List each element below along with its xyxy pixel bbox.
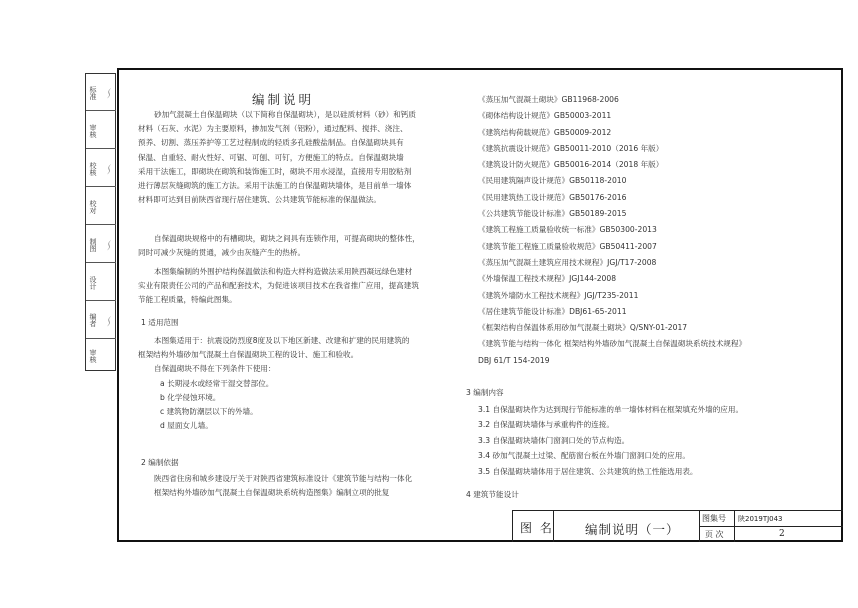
sidebar-cell — [86, 149, 116, 187]
sidebar-cell — [86, 187, 116, 225]
section-2-text — [154, 472, 412, 500]
list-item: 3.1 自保温砌块作为达到现行节能标准的单一墙体材料在框架填充外墙的应用。 — [478, 405, 744, 414]
reference-list — [478, 92, 746, 369]
text-line: 预养、切割、蒸压养护等工艺过程制成的轻质多孔硅酸盐制品。自保温砌块具有 — [138, 138, 404, 148]
page-number-label: 页 次 — [705, 530, 724, 539]
reference-item: 《建筑外墙防水工程技术规程》JGJ/T235-2011 — [478, 290, 639, 300]
text-line: 同时可减少灰缝的贯通，减少由灰缝产生的热桥。 — [138, 248, 306, 258]
reference-item: 《框架结构自保温体系用砂加气混凝土砌块》Q/SNY-01-2017 — [478, 323, 688, 333]
reference-item: 《民用建筑热工设计规范》GB50176-2016 — [478, 192, 627, 202]
handwritten-signature: ～ — [101, 315, 114, 327]
reference-item: 《民用建筑隔声设计规范》GB50118-2010 — [478, 176, 627, 186]
reference-item: 《建筑抗震设计规范》GB50011-2010（2016 年版） — [478, 143, 664, 153]
text-line: 本图集适用于：抗震设防烈度8度及以下地区新建、改建和扩建的民用建筑的 — [154, 336, 410, 345]
text-line: 采用干法施工，即砌块在砌筑和装饰施工时，砌块不用水浸湿，直接用专用胶粘剂 — [138, 166, 412, 176]
section-4-heading: 4 建筑节能设计 — [466, 490, 519, 499]
sidebar-label: 设计 — [89, 276, 97, 290]
text-line: 自保温砌块不得在下列条件下使用： — [154, 364, 276, 374]
signature-strip — [85, 73, 116, 371]
text-line: 实业有限责任公司的产品和配套技术，为促进该项目技术在我省推广应用，提高建筑 — [138, 281, 419, 291]
reference-item: 《建筑节能工程施工质量验收规范》GB50411-2007 — [478, 241, 657, 251]
sidebar-cell — [86, 74, 116, 111]
reference-item: DBJ 61/T 154-2019 — [478, 355, 550, 365]
text-line: 本图集编制的外围护结构保温做法和构造大样构造做法采用陕西凝远绿色建材 — [154, 267, 413, 276]
text-line: 框架结构外墙砂加气混凝土自保温砌块系统构造图集》编制立项的批复 — [154, 488, 390, 498]
sidebar-label: 编者 — [89, 313, 97, 327]
section-3-list — [478, 402, 743, 479]
section-1-text — [138, 334, 409, 433]
paragraph-2 — [138, 232, 420, 260]
sidebar-label: 校对 — [89, 200, 97, 214]
text-line: 节能工程质量，特编此图集。 — [138, 295, 237, 305]
page-number: 2 — [779, 529, 785, 539]
section-1-heading: 1 适用范围 — [141, 318, 179, 327]
sidebar-cell — [86, 225, 116, 263]
reference-item: 《建筑节能与结构一体化 框架结构外墙砂加气混凝土自保温砌块系统技术规程》 — [478, 339, 747, 349]
list-item: d 屋面女儿墙。 — [160, 421, 213, 431]
sidebar-cell — [86, 263, 116, 301]
text-line: 保温、自重轻、耐火性好、可锯、可刨、可钉，方便施工的特点。自保温砌块墙 — [138, 152, 404, 162]
atlas-number: 陕2019TJ043 — [738, 515, 783, 523]
list-item: 3.5 自保温砌块墙体用于居住建筑、公共建筑的热工性能选用表。 — [478, 466, 698, 476]
reference-item: 《建筑设计防火规范》GB50016-2014（2018 年版） — [478, 160, 664, 170]
handwritten-signature: ～ — [101, 87, 114, 99]
text-line: 进行薄层灰缝砌筑的施工方法。采用干法施工的自保温砌块墙体，是目前单一墙体 — [138, 181, 412, 191]
title-block — [512, 510, 843, 542]
handwritten-signature: ～ — [101, 239, 114, 251]
list-item: 3.2 自保温砌块墙体与承重构件的连接。 — [478, 420, 614, 430]
intro-paragraph — [138, 108, 416, 207]
section-2-heading: 2 编制依据 — [141, 458, 179, 467]
reference-item: 《建筑工程施工质量验收统一标准》GB50300-2013 — [478, 225, 657, 235]
list-item: b 化学侵蚀环境。 — [160, 392, 221, 402]
sidebar-label: 制图 — [89, 238, 97, 252]
text-line: 框架结构外墙砂加气混凝土自保温砌块工程的设计、施工和验收。 — [138, 350, 359, 360]
sidebar-cell — [86, 339, 116, 372]
text-line: 自保温砌块规格中的有槽砌块，砌块之间具有连锁作用，可提高砌块的整体性， — [154, 234, 420, 243]
sidebar-label: 校核 — [89, 162, 97, 176]
section-3-heading: 3 编制内容 — [466, 388, 504, 397]
paragraph-3 — [138, 265, 419, 308]
reference-item: 《建筑结构荷载规范》GB50009-2012 — [478, 127, 612, 137]
list-item: c 建筑物防潮层以下的外墙。 — [160, 407, 258, 417]
sidebar-cell — [86, 301, 116, 339]
sidebar-cell — [86, 111, 116, 149]
page-title: 编制说明 — [252, 92, 315, 107]
text-line: 砂加气混凝土自保温砌块（以下简称自保温砌块），是以硅质材料（砂）和钙质 — [154, 110, 416, 119]
figure-name-label: 图 名 — [520, 521, 554, 535]
sidebar-label: 审核 — [89, 124, 97, 138]
reference-item: 《居住建筑节能设计标准》DBJ61-65-2011 — [478, 306, 627, 316]
divider — [699, 526, 843, 527]
text-line: 材料即可达到目前陕西省现行居住建筑、公共建筑节能标准的保温做法。 — [138, 195, 381, 205]
reference-item: 《蒸压加气混凝土砌块》GB11968-2006 — [478, 95, 619, 104]
reference-item: 《砌体结构设计规范》GB50003-2011 — [478, 111, 612, 121]
figure-name: 编制说明（一） — [585, 522, 680, 537]
handwritten-signature: ～ — [101, 163, 114, 175]
reference-item: 《公共建筑节能设计标准》GB50189-2015 — [478, 209, 627, 219]
sidebar-label: 标准 — [89, 86, 97, 100]
text-line: 陕西省住房和城乡建设厅关于对陕西省建筑标准设计《建筑节能与结构一体化 — [154, 474, 413, 483]
atlas-number-label: 图集号 — [702, 514, 726, 523]
reference-item: 《蒸压加气混凝土建筑应用技术规程》JGJ/T17-2008 — [478, 257, 657, 267]
list-item: 3.4 砂加气混凝土过梁、配筋窗台板在外墙门窗洞口处的应用。 — [478, 451, 690, 461]
list-item: a 长期浸水或经常干湿交替部位。 — [160, 378, 274, 388]
list-item: 3.3 自保温砌块墙体门窗洞口处的节点构造。 — [478, 435, 630, 445]
sidebar-label: 审核 — [89, 349, 97, 363]
text-line: 材料（石灰、水泥）为主要原料，掺加发气剂（铝粉），通过配料、搅拌、浇注、 — [138, 124, 408, 134]
reference-item: 《外墙保温工程技术规程》JGJ144-2008 — [478, 274, 617, 284]
